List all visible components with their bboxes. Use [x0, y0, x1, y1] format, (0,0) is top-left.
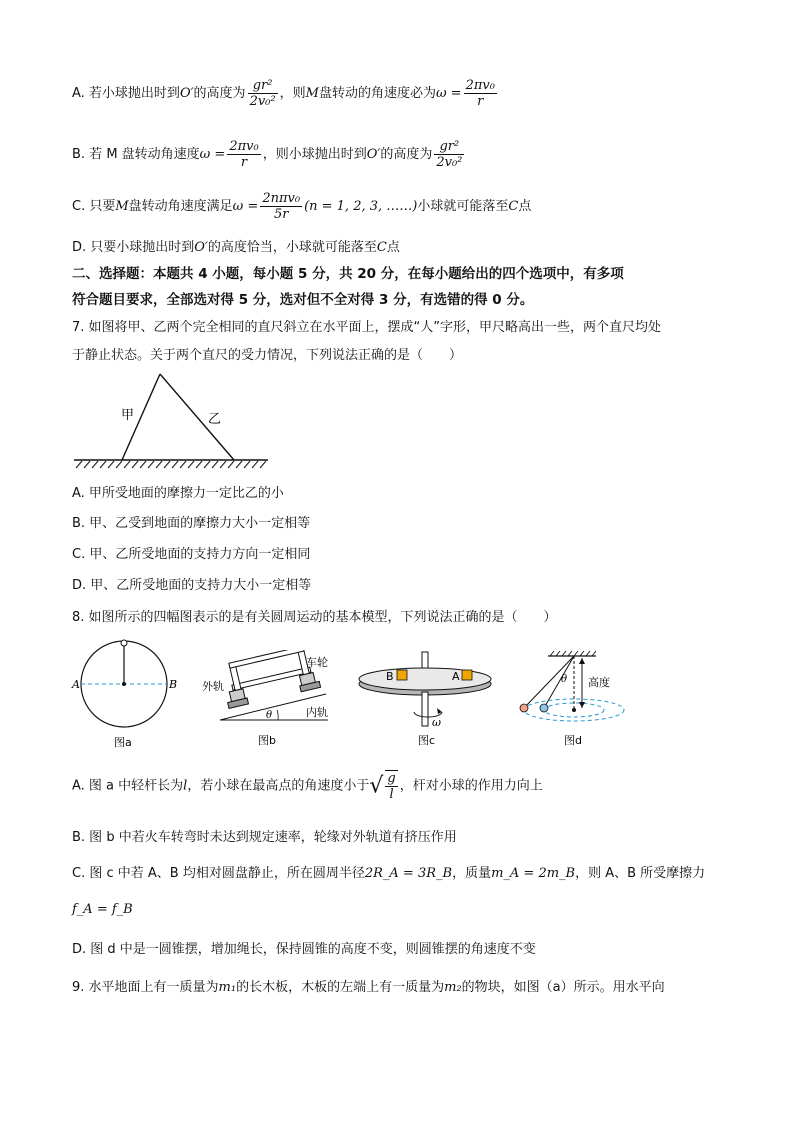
label-yi: 乙 [208, 412, 222, 427]
math-symbol: m₁ [218, 980, 237, 995]
ground-hatching [76, 461, 266, 468]
ceiling-hatching [550, 651, 596, 656]
fraction: $\frac{\text{gr²}}{\text{2v₀²}}$ [249, 78, 276, 109]
axle-bottom [422, 692, 428, 726]
text: C. 只要 [72, 199, 116, 214]
label-inner-rail: 内轨 [306, 706, 328, 719]
caption-b: 图b [258, 734, 276, 747]
q9-stem [72, 976, 665, 995]
text: 盘转动角速度满足 [128, 199, 233, 214]
q8-option-c [72, 862, 705, 881]
text: 的物块，如图（a）所示。用水平向 [461, 980, 665, 995]
q8-figure-b [198, 650, 338, 750]
q8-figure-d [512, 650, 642, 750]
section-heading-line2: 符合题目要求，全部选对得 5 分，选对但不全对得 3 分，有选错的得 0 分。 [72, 292, 534, 308]
q7-option-a: A. 甲所受地面的摩擦力一定比乙的小 [72, 486, 284, 501]
ruler-yi [160, 374, 234, 460]
math-condition: (n = 1, 2, 3, ……) [304, 199, 418, 214]
label-jia: 甲 [121, 408, 135, 423]
text: 的长木板，木板的左端上有一质量为 [236, 980, 445, 995]
math-symbol: C [508, 199, 519, 214]
math-symbol: l [183, 778, 188, 794]
math-symbol: M [115, 199, 129, 214]
math-equation: 2R_A = 3R_B [364, 866, 453, 881]
math-equation: m_A = 2m_B [491, 866, 576, 881]
label-theta: θ [266, 710, 273, 721]
text: 点 [386, 240, 400, 255]
text: 9. 水平地面上有一质量为 [72, 980, 219, 995]
q8-option-c-line2: f_A = f_B [72, 902, 133, 917]
q7-stem-line2: 于静止状态。关于两个直尺的受力情况，下列说法正确的是（ ） [72, 348, 463, 363]
text: 盘转动的角速度必为 [318, 86, 436, 101]
math-symbol: C [376, 240, 387, 255]
text: ，若小球在最高点的角速度小于 [187, 778, 370, 794]
fraction: $\frac{\text{gr²}}{\text{2v₀²}}$ [436, 139, 463, 170]
block-a [462, 670, 472, 680]
label-a: A [72, 678, 80, 691]
q6-option-c [72, 191, 531, 222]
q6-option-a [72, 78, 499, 109]
q8-figure-c [350, 650, 500, 750]
q8-stem: 8. 如图所示的四幅图表示的是有关圆周运动的基本模型，下列说法正确的是（ ） [72, 610, 557, 625]
label-wheel: 车轮 [306, 656, 328, 669]
math-symbol: ω = [435, 86, 462, 101]
sqrt-expression: √ $\frac{g}{l}$ [369, 771, 396, 802]
text: 的高度恰当，小球就可能落至 [207, 240, 377, 255]
text: 小球就可能落至 [417, 199, 509, 214]
text: B. 若 M 盘转动角速度 [72, 147, 200, 162]
text: C. 图 c 中若 A、B 均相对圆盘静止，所在圆周半径 [72, 866, 365, 881]
ball [121, 640, 127, 646]
block-b [397, 670, 407, 680]
text: ，杆对小球的作用力向上 [399, 778, 543, 794]
q7-figure [72, 368, 272, 474]
math-symbol: O′ [194, 240, 208, 255]
label-outer-rail: 外轨 [202, 680, 224, 693]
label-a: A [452, 670, 460, 683]
text: D. 只要小球抛出时到 [72, 240, 195, 255]
math-symbol: ω = [199, 147, 226, 162]
q8-option-a [72, 770, 543, 802]
section-heading-line1: 二、选择题：本题共 4 小题，每小题 5 分，共 20 分，在每小题给出的四个选项中，有多项 [72, 266, 624, 282]
q7-stem-line1: 7. 如图将甲、乙两个完全相同的直尺斜立在水平面上，摆成“人”字形，甲尺略高出一些，两个直尺均处 [72, 320, 662, 335]
math-symbol: ω = [232, 199, 259, 214]
math-symbol: O′ [179, 86, 194, 101]
label-theta: θ [561, 674, 568, 685]
fraction: $\frac{\text{2πv₀}}{r}$ [229, 139, 259, 170]
text: 的高度为 [193, 86, 246, 101]
fraction: $\frac{\text{2nπv₀}}{5r}$ [262, 191, 301, 222]
q8-option-d: D. 图 d 中是一圆锥摆，增加绳长，保持圆锥的高度不变，则圆锥摆的角速度不变 [72, 942, 536, 957]
math-symbol: O′ [366, 147, 381, 162]
caption-d: 图d [564, 734, 582, 747]
text: A. 若小球抛出时到 [72, 86, 180, 101]
label-height: 高度 [588, 676, 610, 689]
label-omega: ω [432, 716, 441, 729]
q7-option-b: B. 甲、乙受到地面的摩擦力大小一定相等 [72, 516, 311, 531]
math-symbol: m₂ [444, 980, 462, 995]
text: ，则 [279, 86, 306, 101]
q8-figure-a [66, 636, 186, 752]
text: ，则 A、B 所受摩擦力 [575, 866, 706, 881]
ball-red [520, 704, 528, 712]
text: 点 [518, 199, 532, 214]
math-symbol: M [305, 86, 319, 101]
fraction: $\frac{\text{2πv₀}}{r}$ [465, 78, 495, 109]
caption-a: 图a [114, 736, 132, 749]
q8-option-b: B. 图 b 中若火车转弯时未达到规定速率，轮缘对外轨道有挤压作用 [72, 830, 457, 845]
center-point [122, 682, 126, 686]
ball-blue [540, 704, 548, 712]
text: ，质量 [452, 866, 492, 881]
label-b: B [386, 670, 394, 683]
text: A. 图 a 中轻杆长为 [72, 778, 184, 794]
text: ，则小球抛出时到 [262, 147, 367, 162]
q6-option-b [72, 139, 466, 170]
q6-option-d [72, 236, 400, 255]
label-b: B [169, 678, 178, 691]
q7-option-c: C. 甲、乙所受地面的支持力方向一定相同 [72, 547, 311, 562]
center-point [572, 708, 576, 712]
caption-c: 图c [418, 734, 436, 747]
q7-option-d: D. 甲、乙所受地面的支持力大小一定相等 [72, 578, 312, 593]
text: 的高度为 [380, 147, 433, 162]
